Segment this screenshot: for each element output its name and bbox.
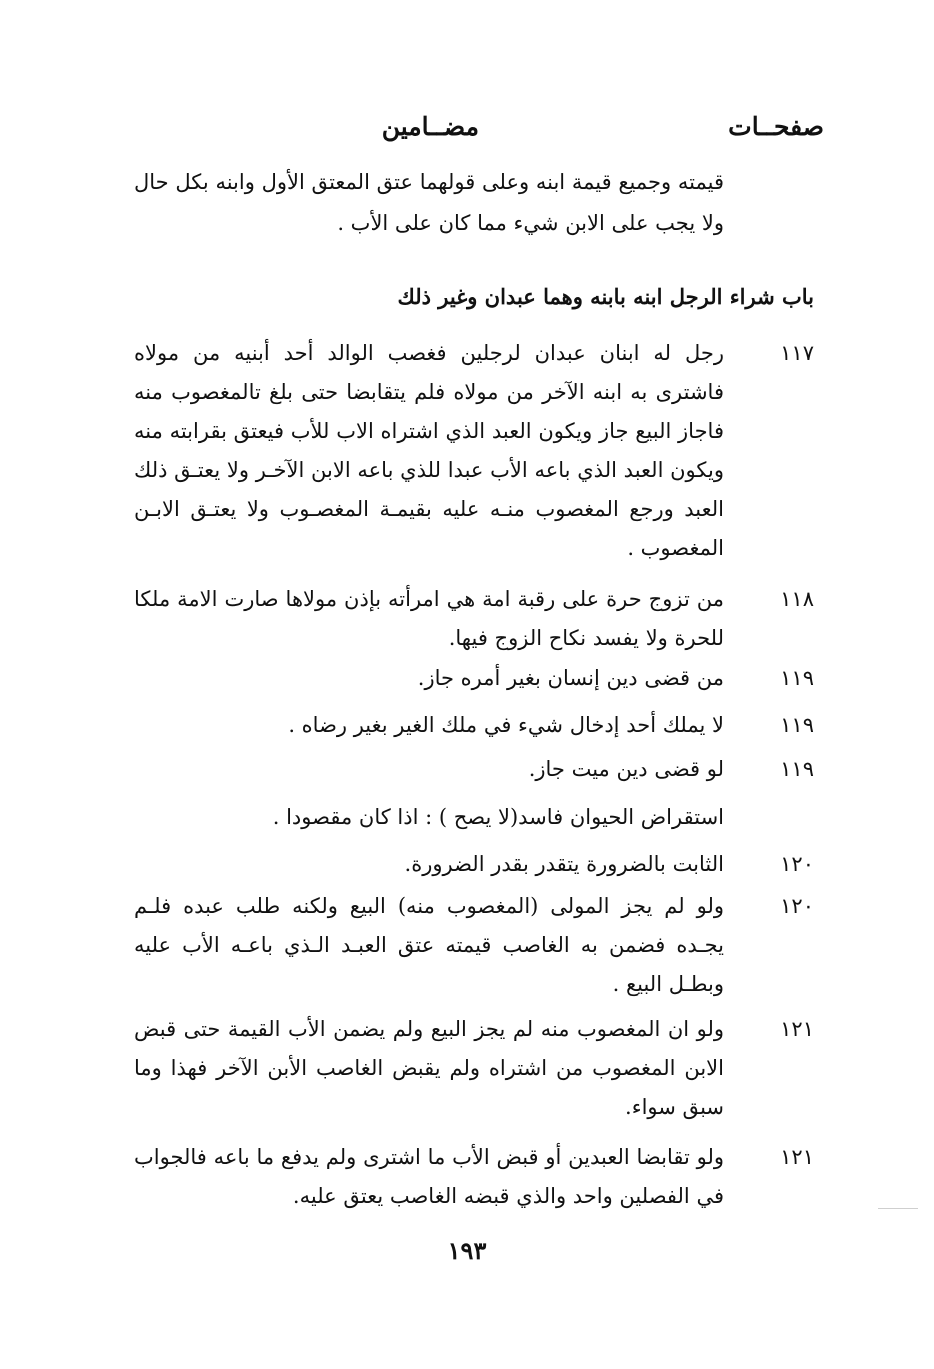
entry-text: من تزوج حرة على رقبة امة هي امرأته بإذن مولاها صارت الامة ملكا للحرة ولا يفسد نكاح الزوج فيها. (134, 587, 724, 650)
entry-item (134, 1138, 814, 1216)
entry-item (134, 580, 814, 658)
entry-text: ولو لم يجز المولى (المغصوب منه) البيع ولكنه طلب عبده فلـم يجـده فضمن به الغاصب قيمته عتق العبـد الـذي باعـه الأب عليه وبطـل البيع . (134, 894, 724, 996)
entry-text: ولو تقابضا العبدين أو قبض الأب ما اشترى ولم يدفع ما باعه فالجواب في الفصلين واحد والذي قبضه الغاصب يعتق عليه. (134, 1145, 724, 1208)
entry-text: رجل له ابنان عبدان لرجلين فغصب الوالد أحد أبنيه من مولاه فاشترى به ابنه الآخر من مولاه فلم يتقابضا حتى بلغ تالمغصوب منه فاجاز البيع جاز ويكون العبد الذي اشتراه الاب للأب فيعتق بقرابته منه ويكون العبد الذي باعه الأب عبدا للذي باعه الابن الآخـر ولا يعتـق ذلك العبد ورجع المغصوب منـه عليه بقيمـة المغصـوب ولا يعتـق الابـن المغصوب . (134, 341, 724, 560)
entry-item (134, 706, 814, 745)
entry-item (134, 659, 814, 698)
entry-item (134, 845, 814, 884)
entry-item (134, 1010, 814, 1127)
intro-paragraph: قيمته وجميع قيمة ابنه وعلى قولهما عتق المعتق الأول وابنه بكل حال ولا يجب على الابن شيء مما كان على الأب . (134, 170, 724, 235)
entry-page-number: ١٢٠ (780, 894, 814, 918)
entry-text: من قضى دين إنسان بغير أمره جاز. (417, 666, 724, 690)
entry-text: لو قضى دين ميت جاز. (528, 757, 724, 781)
entry-item (134, 887, 814, 1004)
entry-text: لا يملك أحد إدخال شيء في ملك الغير بغير رضاه . (288, 713, 724, 737)
entry-text: ولو ان المغصوب منه لم يجز البيع ولم يضمن الأب القيمة حتى قبض الابن المغصوب من اشتراه ولم يقبض الغاصب الأبن الآخر فهذا وما سبق سواء. (134, 1017, 724, 1119)
entry-item (134, 750, 814, 789)
entry-page-number: ١١٩ (780, 666, 814, 690)
entry-page-number: ١٢١ (780, 1017, 814, 1041)
page-number: ١٩٣ (447, 1236, 487, 1265)
header-pages-label: صفحــات (728, 112, 824, 141)
scan-mark (878, 1208, 918, 1209)
entry-page-number: ١١٧ (780, 341, 814, 365)
entry-page-number: ١٢٠ (780, 852, 814, 876)
header-contents-label: مضــامين (381, 112, 479, 141)
entry-page-number: ١٢١ (780, 1145, 814, 1169)
entry-page-number: ١١٩ (780, 757, 814, 781)
note-line: استقراض الحيوان فاسد(لا يصح ) : اذا كان مقصودا . (272, 805, 724, 829)
entry-page-number: ١١٩ (780, 713, 814, 737)
entry-text: الثابت بالضرورة يتقدر بقدر الضرورة. (404, 852, 724, 876)
entry-item (134, 334, 814, 568)
section-title: باب شراء الرجل ابنه بابنه وهما عبدان وغير ذلك (397, 284, 814, 309)
entry-page-number: ١١٨ (780, 587, 814, 611)
